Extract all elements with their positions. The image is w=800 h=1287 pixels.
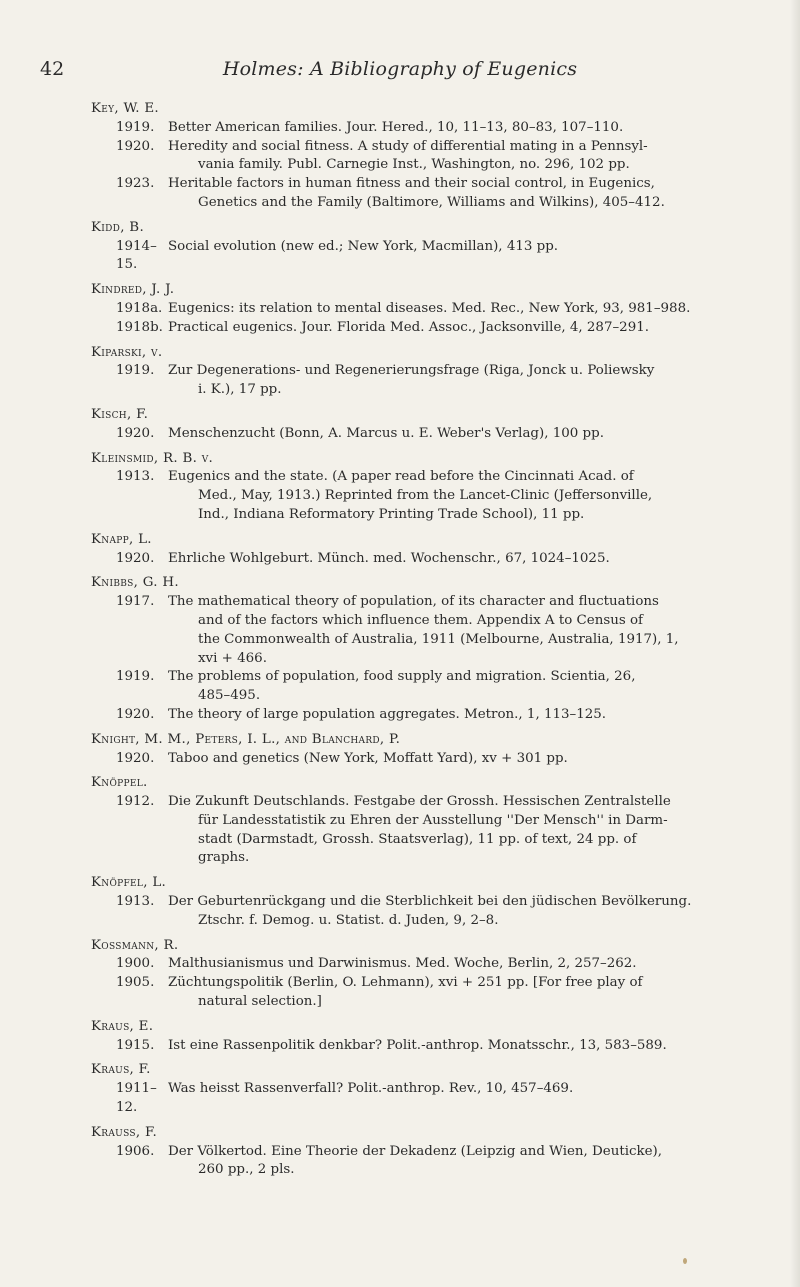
entry-author: Kossmann, R. <box>91 937 179 953</box>
entry-text <box>168 362 741 400</box>
entry-text <box>168 706 741 725</box>
entry-line: vania family. Publ. Carnegie Inst., Washington, no. 296, 102 pp. <box>198 157 630 173</box>
entry-year: 1920. <box>116 706 155 722</box>
entry-line: Practical eugenics. Jour. Florida Med. Assoc., Jacksonville, 4, 287–291. <box>168 319 649 335</box>
entry-year: 1913. <box>116 469 155 485</box>
bibliography-entry <box>91 100 741 213</box>
entry-author: Kidd, B. <box>91 219 145 235</box>
bibliography-entry <box>91 406 741 444</box>
entry-author: Krauss, F. <box>91 1124 158 1140</box>
entry-text <box>168 319 741 338</box>
bibliography-entry <box>91 344 741 400</box>
entry-line: Eugenics: its relation to mental diseases. Med. Rec., New York, 93, 981–988. <box>168 300 691 316</box>
entry-line: Heredity and social fitness. A study of differential mating in a Pennsyl- <box>168 138 648 154</box>
entry-line: stadt (Darmstadt, Grossh. Staatsverlag), 11 pp. of text, 24 pp. of <box>198 831 637 847</box>
entry-year: 1905. <box>116 975 155 991</box>
entry-line: Ehrliche Wohlgeburt. Münch. med. Wochenschr., 67, 1024–1025. <box>168 550 610 566</box>
entry-item <box>91 974 741 1012</box>
entry-year: 1915. <box>116 1037 155 1053</box>
entry-line: graphs. <box>198 850 250 866</box>
entry-item <box>91 750 741 769</box>
entry-line: i. K.), 17 pp. <box>198 382 282 398</box>
entry-text <box>168 793 741 868</box>
entry-author: Knapp, L. <box>91 531 152 547</box>
entry-line: The problems of population, food supply and migration. Scientia, 26, <box>168 669 636 685</box>
entry-line: Taboo and genetics (New York, Moffatt Yard), xv + 301 pp. <box>168 750 568 766</box>
entry-item <box>91 468 741 524</box>
entry-item <box>91 706 741 725</box>
bibliography-entry <box>91 731 741 769</box>
entry-author: Knight, M. M., Peters, I. L., and Blanchard, P. <box>91 731 401 747</box>
entry-year: 1919. <box>116 363 155 379</box>
entry-line: Better American families. Jour. Hered., 10, 11–13, 80–83, 107–110. <box>168 119 624 135</box>
ink-spot <box>683 1258 687 1264</box>
running-title: Holmes: A Bibliography of Eugenics <box>222 58 578 80</box>
entry-year: 1913. <box>116 894 155 910</box>
bibliography-entry <box>91 531 741 569</box>
entry-text <box>168 119 741 138</box>
entry-year: 1918b. <box>116 319 163 335</box>
entry-line: Der Völkertod. Eine Theorie der Dekadenz (Leipzig and Wien, Deuticke), <box>168 1143 663 1159</box>
bibliography-entry <box>91 937 741 1012</box>
entry-item <box>91 1080 741 1118</box>
entry-year: 1917. <box>116 594 155 610</box>
entry-author: Knöppel. <box>91 775 148 791</box>
entry-text <box>168 1143 741 1181</box>
entry-line: xvi + 466. <box>198 650 267 666</box>
entry-line: Eugenics and the state. (A paper read before the Cincinnati Acad. of <box>168 469 634 485</box>
entry-line: Ind., Indiana Reformatory Printing Trade School), 11 pp. <box>198 506 585 522</box>
entry-line: Malthusianismus und Darwinismus. Med. Woche, Berlin, 2, 257–262. <box>168 956 637 972</box>
entry-line: 485–495. <box>198 688 261 704</box>
bibliography-entry <box>91 1018 741 1056</box>
entry-text <box>168 955 741 974</box>
entry-line: 260 pp., 2 pls. <box>198 1162 295 1178</box>
page-header <box>40 58 760 84</box>
entry-year: 1906. <box>116 1143 155 1159</box>
entry-text <box>168 238 741 276</box>
entry-item <box>91 238 741 276</box>
entry-line: Menschenzucht (Bonn, A. Marcus u. E. Weber's Verlag), 100 pp. <box>168 425 604 441</box>
bibliography-entry <box>91 450 741 525</box>
entry-text <box>168 138 741 176</box>
entry-text <box>168 300 741 319</box>
entry-author: Kindred, J. J. <box>91 282 175 298</box>
entry-year: 1919. <box>116 669 155 685</box>
bibliography-entry <box>91 1061 741 1117</box>
entry-text <box>168 550 741 569</box>
entry-item <box>91 119 741 138</box>
entry-line: Die Zukunft Deutschlands. Festgabe der Grossh. Hessischen Zentralstelle <box>168 794 671 810</box>
entry-author: Knöpfel, L. <box>91 875 167 891</box>
entry-text <box>168 175 741 213</box>
entry-line: für Landesstatistik zu Ehren der Ausstellung ''Der Mensch'' in Darm- <box>198 812 668 828</box>
entry-year: 1923. <box>116 176 155 192</box>
entry-year: 1900. <box>116 956 155 972</box>
entry-year: 1914–15. <box>116 238 157 273</box>
entry-year: 1911–12. <box>116 1081 157 1116</box>
entry-text <box>168 974 741 1012</box>
entry-line: Der Geburtenrückgang und die Sterblichkeit bei den jüdischen Bevölkerung. <box>168 894 692 910</box>
entry-item <box>91 955 741 974</box>
entry-line: and of the factors which influence them. Appendix A to Census of <box>198 612 643 628</box>
bibliography-list <box>91 100 741 1186</box>
entry-item <box>91 300 741 319</box>
entry-year: 1918a. <box>116 300 163 316</box>
entry-line: Zur Degenerations- und Regenerierungsfrage (Riga, Jonck u. Poliewsky <box>168 363 655 379</box>
entry-year: 1920. <box>116 138 155 154</box>
page-edge-shadow <box>790 0 800 1287</box>
entry-item <box>91 550 741 569</box>
entry-year: 1920. <box>116 750 155 766</box>
entry-author: Kleinsmid, R. B. v. <box>91 450 214 466</box>
entry-text <box>168 468 741 524</box>
entry-author: Kiparski, v. <box>91 344 163 360</box>
entry-line: natural selection.] <box>198 994 322 1010</box>
entry-text <box>168 668 741 706</box>
entry-text <box>168 750 741 769</box>
bibliography-entry <box>91 219 741 275</box>
entry-line: Social evolution (new ed.; New York, Macmillan), 413 pp. <box>168 238 559 254</box>
entry-line: Ztschr. f. Demog. u. Statist. d. Juden, 9, 2–8. <box>198 912 499 928</box>
entry-line: The mathematical theory of population, of its character and fluctuations <box>168 594 659 610</box>
entry-item <box>91 668 741 706</box>
entry-author: Kraus, F. <box>91 1062 151 1078</box>
entry-item <box>91 175 741 213</box>
entry-year: 1920. <box>116 425 155 441</box>
entry-line: Züchtungspolitik (Berlin, O. Lehmann), xvi + 251 pp. [For free play of <box>168 975 643 991</box>
entry-item <box>91 893 741 931</box>
entry-author: Key, W. E. <box>91 101 159 116</box>
entry-item <box>91 138 741 176</box>
entry-item <box>91 319 741 338</box>
bibliography-entry <box>91 1124 741 1180</box>
entry-year: 1920. <box>116 550 155 566</box>
entry-item <box>91 1037 741 1056</box>
entry-item <box>91 362 741 400</box>
entry-text <box>168 425 741 444</box>
bibliography-entry <box>91 281 741 337</box>
page-number: 42 <box>40 58 65 80</box>
entry-line: Genetics and the Family (Baltimore, Williams and Wilkins), 405–412. <box>198 194 665 210</box>
entry-line: The theory of large population aggregates. Metron., 1, 113–125. <box>168 706 607 722</box>
entry-item <box>91 425 741 444</box>
entry-text <box>168 593 741 668</box>
entry-line: Was heisst Rassenverfall? Polit.-anthrop. Rev., 10, 457–469. <box>168 1081 574 1097</box>
entry-line: Ist eine Rassenpolitik denkbar? Polit.-anthrop. Monatsschr., 13, 583–589. <box>168 1037 667 1053</box>
bibliography-entry <box>91 874 741 930</box>
entry-item <box>91 1143 741 1181</box>
entry-item <box>91 593 741 668</box>
entry-line: Med., May, 1913.) Reprinted from the Lancet-Clinic (Jeffersonville, <box>198 488 653 504</box>
entry-line: Heritable factors in human fitness and their social control, in Eugenics, <box>168 176 655 192</box>
entry-author: Kraus, E. <box>91 1018 154 1034</box>
entry-line: the Commonwealth of Australia, 1911 (Melbourne, Australia, 1917), 1, <box>198 631 679 647</box>
entry-year: 1912. <box>116 794 155 810</box>
bibliography-entry <box>91 574 741 724</box>
bibliography-entry <box>91 774 741 868</box>
entry-text <box>168 1080 741 1118</box>
entry-item <box>91 793 741 868</box>
entry-author: Kisch, F. <box>91 406 149 422</box>
entry-text <box>168 893 741 931</box>
entry-year: 1919. <box>116 119 155 135</box>
entry-text <box>168 1037 741 1056</box>
entry-author: Knibbs, G. H. <box>91 575 179 591</box>
